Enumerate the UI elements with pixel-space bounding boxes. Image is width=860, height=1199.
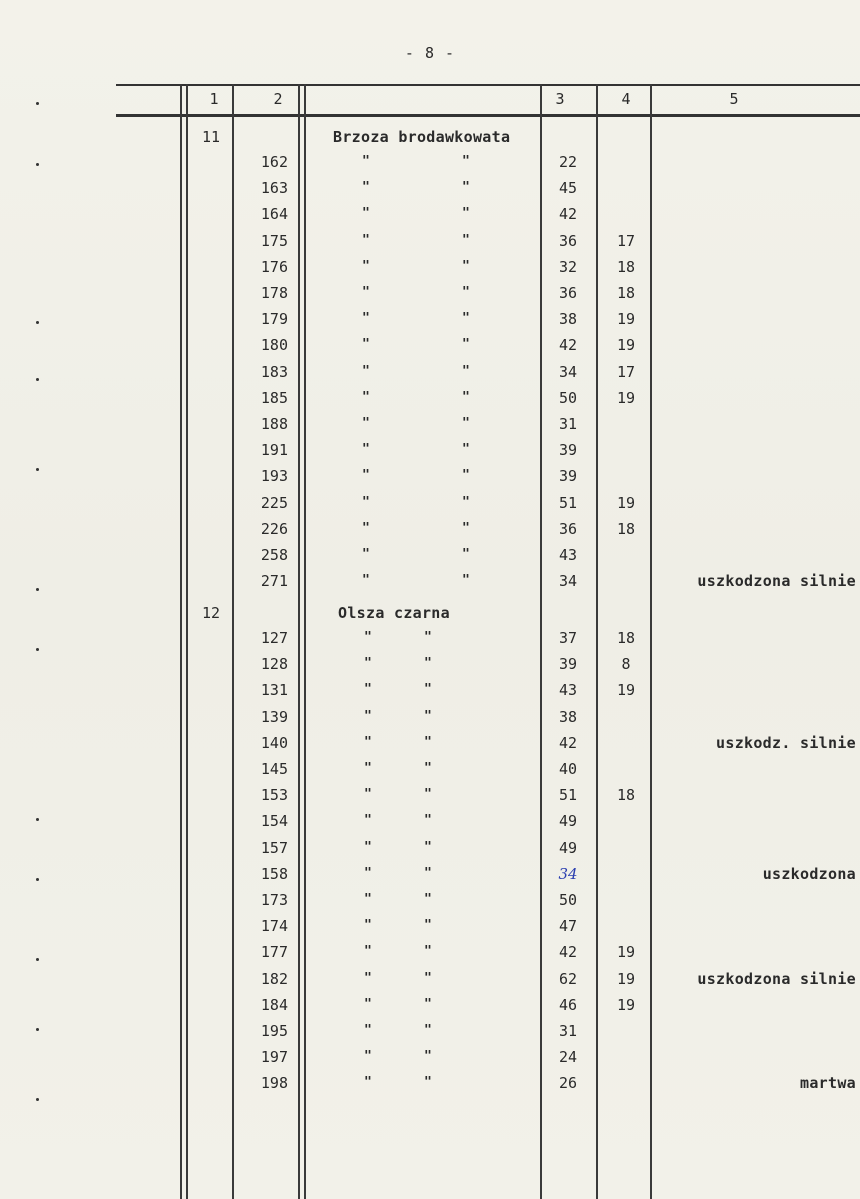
ditto-mark: " (364, 865, 372, 881)
measurement-col3: 39 (558, 441, 578, 460)
margin-mark (36, 818, 39, 821)
measurement-col4: 17 (616, 362, 636, 381)
measurement-col3: 51 (558, 786, 578, 805)
tree-id: 175 (260, 231, 288, 250)
header-top-rule (116, 84, 860, 86)
remark: martwa (800, 1074, 856, 1093)
tree-id: 185 (260, 388, 288, 407)
ditto-mark: " (424, 1023, 432, 1038)
measurement-col3: 26 (558, 1074, 578, 1093)
measurement-col3: 37 (558, 629, 578, 647)
tree-id: 183 (260, 362, 288, 381)
ditto-mark: " (362, 468, 370, 484)
ditto-mark: " (362, 206, 370, 222)
ditto-mark: " (424, 734, 432, 750)
ditto-mark: " (424, 682, 432, 698)
ditto-mark: " (364, 656, 372, 672)
column-header-2: 2 (273, 90, 283, 108)
ditto-mark: " (364, 734, 372, 750)
ditto-mark: " (364, 630, 372, 645)
tree-id: 158 (260, 864, 288, 883)
ditto-mark: " (462, 468, 470, 484)
ditto-mark: " (424, 839, 432, 855)
column-rule (186, 84, 188, 1199)
ditto-mark: " (462, 442, 470, 458)
tree-id: 184 (260, 995, 288, 1014)
ditto-mark: " (462, 389, 470, 405)
ditto-mark: " (362, 285, 370, 300)
ditto-mark: " (462, 232, 470, 248)
ditto-mark: " (462, 520, 470, 536)
measurement-col3: 34 (558, 362, 578, 381)
ditto-mark: " (424, 630, 432, 645)
tree-id: 173 (260, 891, 288, 909)
measurement-col4: 18 (616, 786, 636, 805)
measurement-col3: 24 (558, 1048, 578, 1067)
ditto-mark: " (424, 813, 432, 829)
measurement-col3: 34 (558, 572, 578, 591)
measurement-col4: 19 (616, 388, 636, 407)
ditto-mark: " (424, 656, 432, 672)
ditto-mark: " (364, 761, 372, 776)
tree-id: 176 (260, 257, 288, 276)
group-number: 12 (201, 604, 221, 622)
measurement-col3: 32 (558, 257, 578, 276)
ditto-mark: " (362, 442, 370, 458)
ditto-mark: " (462, 180, 470, 196)
column-header-4: 4 (621, 90, 631, 108)
ditto-mark: " (462, 573, 470, 589)
measurement-col4: 18 (616, 284, 636, 302)
remark: uszkodz. silnie (716, 733, 856, 752)
ditto-mark: " (364, 787, 372, 803)
measurement-col3: 51 (558, 493, 578, 512)
tree-id: 191 (260, 441, 288, 460)
ditto-mark: " (364, 918, 372, 934)
margin-mark (36, 468, 39, 471)
ditto-mark: " (364, 996, 372, 1012)
tree-id: 198 (260, 1074, 288, 1093)
measurement-col4: 8 (621, 655, 631, 674)
ditto-mark: " (362, 154, 370, 169)
ditto-mark: " (364, 970, 372, 986)
tree-id: 174 (260, 917, 288, 936)
measurement-col3: 34 (558, 864, 578, 883)
ditto-mark: " (462, 494, 470, 510)
measurement-col4: 19 (616, 943, 636, 962)
tree-id: 188 (260, 415, 288, 433)
tree-id: 226 (260, 519, 288, 538)
remark: uszkodzona (762, 864, 856, 883)
ditto-mark: " (462, 154, 470, 169)
tree-id: 154 (260, 812, 288, 831)
ditto-mark: " (462, 337, 470, 353)
ditto-mark: " (462, 547, 470, 562)
ditto-mark: " (364, 813, 372, 829)
tree-id: 162 (260, 153, 288, 171)
margin-mark (36, 163, 39, 166)
tree-id: 177 (260, 943, 288, 962)
margin-mark (36, 588, 39, 591)
ditto-mark: " (364, 682, 372, 698)
ditto-mark: " (364, 944, 372, 960)
margin-mark (36, 878, 39, 881)
measurement-col3: 38 (558, 707, 578, 726)
ditto-mark: " (424, 918, 432, 934)
tree-id: 258 (260, 546, 288, 564)
measurement-col3: 39 (558, 467, 578, 486)
measurement-col3: 46 (558, 995, 578, 1014)
ditto-mark: " (362, 363, 370, 379)
tree-id: 180 (260, 336, 288, 355)
tree-id: 182 (260, 969, 288, 988)
measurement-col3: 42 (558, 733, 578, 752)
measurement-col3: 62 (558, 969, 578, 988)
margin-mark (36, 102, 39, 105)
tree-id: 271 (260, 572, 288, 591)
ditto-mark: " (364, 839, 372, 855)
measurement-col3: 38 (558, 310, 578, 329)
ditto-mark: " (424, 787, 432, 803)
tree-id: 164 (260, 205, 288, 224)
ditto-mark: " (364, 1049, 372, 1065)
ditto-mark: " (364, 708, 372, 724)
margin-mark (36, 321, 39, 324)
ditto-mark: " (462, 311, 470, 327)
measurement-col4: 18 (616, 519, 636, 538)
measurement-col3: 42 (558, 943, 578, 962)
measurement-col3: 36 (558, 519, 578, 538)
margin-mark (36, 1028, 39, 1031)
ditto-mark: " (362, 258, 370, 274)
tree-id: 178 (260, 284, 288, 302)
measurement-col4: 19 (616, 336, 636, 355)
tree-id: 127 (260, 629, 288, 647)
margin-mark (36, 378, 39, 381)
measurement-col3: 39 (558, 655, 578, 674)
measurement-col4: 19 (616, 995, 636, 1014)
column-rule (596, 84, 598, 1199)
ditto-mark: " (462, 416, 470, 431)
measurement-col3: 50 (558, 891, 578, 909)
ditto-mark: " (424, 865, 432, 881)
measurement-col3: 50 (558, 388, 578, 407)
measurement-col4: 18 (616, 629, 636, 647)
column-rule (232, 84, 234, 1199)
ditto-mark: " (362, 547, 370, 562)
column-rule (180, 84, 182, 1199)
column-rule (540, 84, 542, 1199)
ditto-mark: " (462, 206, 470, 222)
species-name: Brzoza brodawkowata (333, 128, 511, 146)
measurement-col3: 43 (558, 681, 578, 700)
measurement-col3: 49 (558, 812, 578, 831)
column-header-5: 5 (729, 90, 739, 108)
measurement-col3: 40 (558, 760, 578, 778)
tree-id: 225 (260, 493, 288, 512)
tree-id: 179 (260, 310, 288, 329)
ditto-mark: " (362, 573, 370, 589)
measurement-col4: 19 (616, 681, 636, 700)
column-header-3: 3 (555, 90, 565, 108)
ditto-mark: " (364, 892, 372, 907)
margin-mark (36, 648, 39, 651)
tree-id: 197 (260, 1048, 288, 1067)
ditto-mark: " (424, 996, 432, 1012)
measurement-col3: 31 (558, 1022, 578, 1040)
column-rule (298, 84, 300, 1199)
tree-id: 131 (260, 681, 288, 700)
tree-id: 128 (260, 655, 288, 674)
ditto-mark: " (362, 494, 370, 510)
measurement-col3: 43 (558, 546, 578, 564)
column-rule (650, 84, 652, 1199)
ditto-mark: " (362, 520, 370, 536)
group-number: 11 (201, 128, 221, 146)
species-name: Olsza czarna (338, 604, 450, 622)
measurement-col3: 42 (558, 336, 578, 355)
column-rule (304, 84, 306, 1199)
tree-id: 163 (260, 179, 288, 198)
tree-id: 157 (260, 838, 288, 857)
measurement-col3: 22 (558, 153, 578, 171)
tree-id: 195 (260, 1022, 288, 1040)
measurement-col3: 36 (558, 284, 578, 302)
header-bottom-rule (116, 114, 860, 117)
page-number: - 8 - (404, 44, 456, 62)
ditto-mark: " (362, 416, 370, 431)
measurement-col3: 49 (558, 838, 578, 857)
margin-mark (36, 1098, 39, 1101)
tree-id: 139 (260, 707, 288, 726)
tree-id: 153 (260, 786, 288, 805)
tree-id: 140 (260, 733, 288, 752)
ditto-mark: " (362, 337, 370, 353)
ditto-mark: " (424, 761, 432, 776)
measurement-col3: 47 (558, 917, 578, 936)
ditto-mark: " (424, 892, 432, 907)
ditto-mark: " (424, 944, 432, 960)
column-header-1: 1 (209, 90, 219, 108)
ditto-mark: " (424, 970, 432, 986)
remark: uszkodzona silnie (697, 572, 856, 591)
tree-id: 193 (260, 467, 288, 486)
ditto-mark: " (362, 389, 370, 405)
measurement-col4: 18 (616, 257, 636, 276)
ditto-mark: " (362, 311, 370, 327)
ditto-mark: " (362, 180, 370, 196)
measurement-col4: 17 (616, 231, 636, 250)
ditto-mark: " (364, 1075, 372, 1091)
ditto-mark: " (362, 232, 370, 248)
measurement-col3: 42 (558, 205, 578, 224)
measurement-col3: 45 (558, 179, 578, 198)
measurement-col4: 19 (616, 310, 636, 329)
measurement-col3: 31 (558, 415, 578, 433)
measurement-col4: 19 (616, 493, 636, 512)
ditto-mark: " (462, 258, 470, 274)
ditto-mark: " (364, 1023, 372, 1038)
ditto-mark: " (424, 708, 432, 724)
measurement-col3: 36 (558, 231, 578, 250)
ditto-mark: " (424, 1049, 432, 1065)
margin-mark (36, 958, 39, 961)
tree-id: 145 (260, 760, 288, 778)
remark: uszkodzona silnie (697, 969, 856, 988)
ditto-mark: " (462, 285, 470, 300)
ditto-mark: " (462, 363, 470, 379)
measurement-col4: 19 (616, 969, 636, 988)
ditto-mark: " (424, 1075, 432, 1091)
